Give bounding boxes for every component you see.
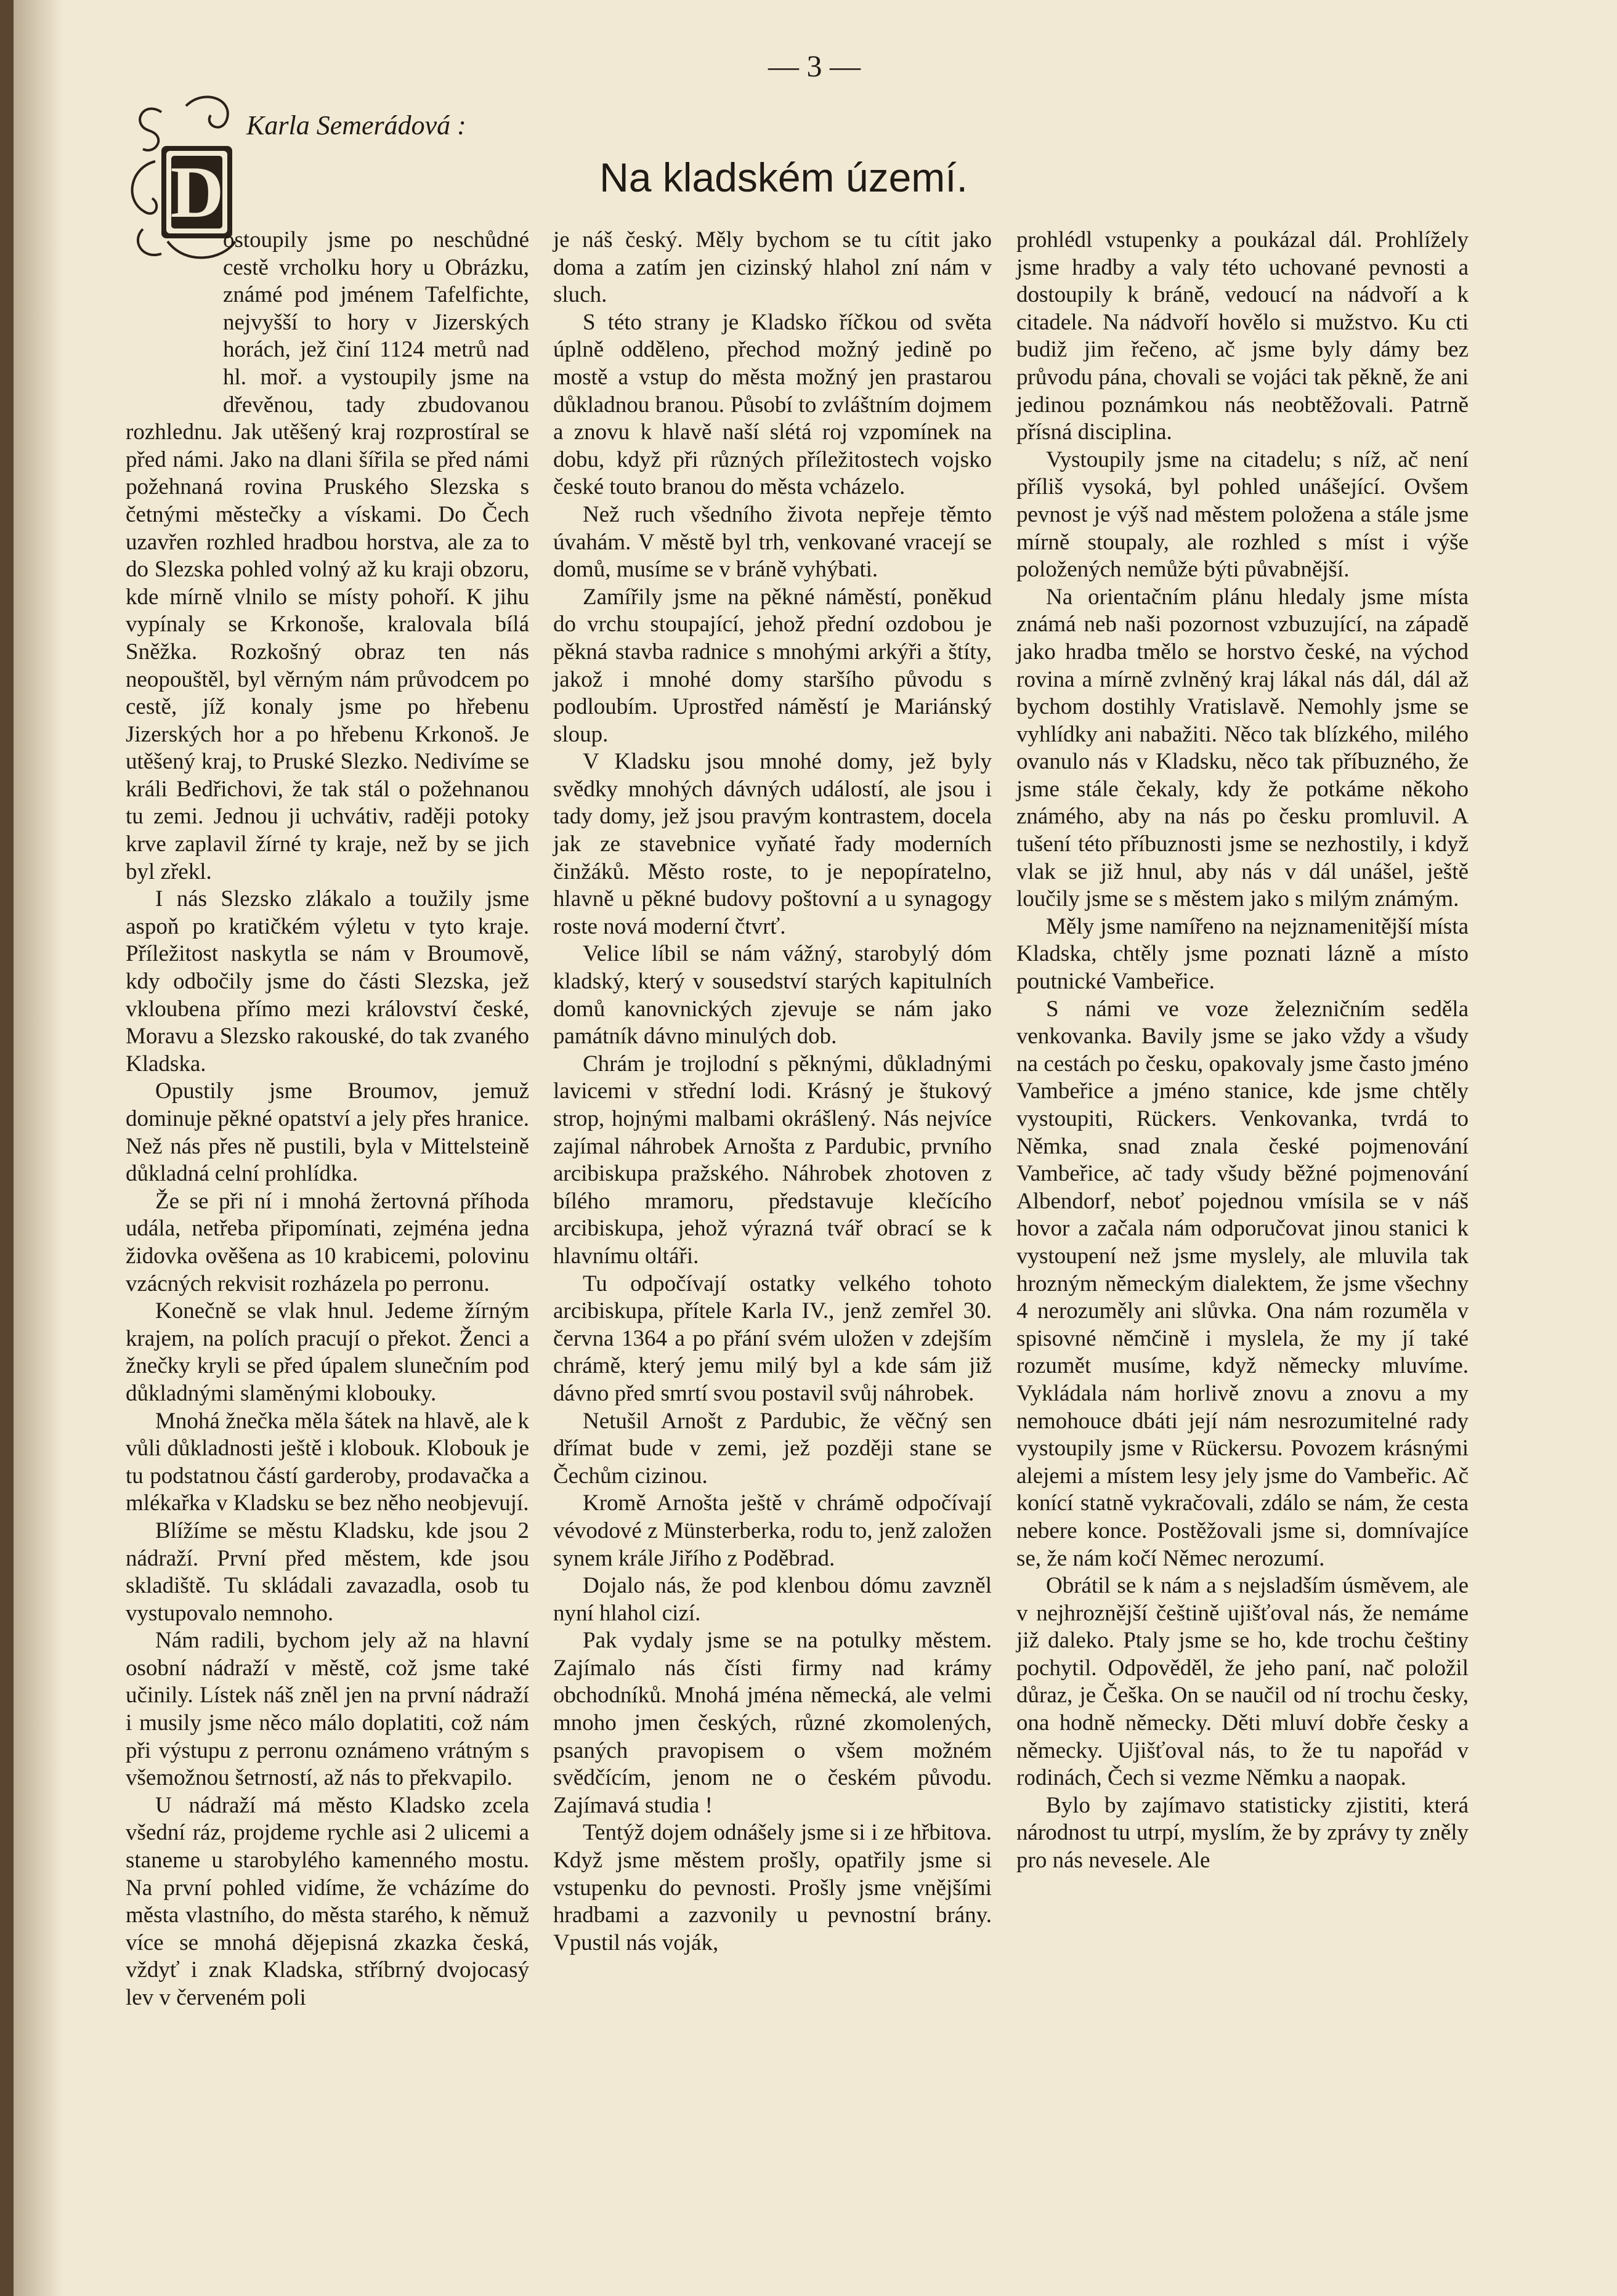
text-column-1 [126, 227, 529, 2012]
paragraph: Měly jsme namířeno na nejznamenitější místa Kladska, chtěly jsme poznati lázně a místo poutnické Vambeřice. [1016, 913, 1469, 995]
paragraph: Tentýž dojem odnášely jsme si i ze hřbitova. Když jsme městem prošly, opatřily jsme si vstupenku do pevnosti. Prošly jsme vnějšími hradbami a zazvonily u pevnostní brány. Vpustil nás voják, [553, 1820, 992, 1955]
text-column-2 [553, 227, 992, 1957]
initial-letter: D [170, 151, 224, 233]
paragraph: Obrátil se k nám a s nejsladším úsměvem, ale v nejhroznější češtině ujišťoval nás, že nemáme již daleko. Ptaly jsme se ho, kde trochu češtiny pochytil. Odpověděl, že jeho paní, nač položil důraz, je Češka. On se naučil od ní trochu česky, ona hodně německy. Děti mluví dobře česky a německy. Ujišťoval nás, to že tu napořád v rodinách, Čech si vezme Němku a naopak. [1016, 1573, 1469, 1791]
paragraph: S námi ve voze železničním seděla venkovanka. Bavily jsme se jako vždy a všudy na cestách po česku, opakovaly jsme často jméno Vambeřice a jméno stanice, kde jsme chtěly vystoupiti, Rückers. Venkovanka, tvrdá to Němka, snad znala české pojmenování Vambeřice, ač tady všudy běžné pojmenování Albendorf, neboť pojednou vmísila se v náš hovor a začala nám odporučovat jinou stanici k vystoupení než jsme myslely, ale mluvila tak hrozným německým dialektem, že jsme všechny 4 nerozuměly ani slůvka. Ona nám rozuměla v spisovné němčině i myslela, že my jí také rozumět musíme, když německy mluvíme. Vykládala nám horlivě znovu a znovu a my nemohouce dbáti její nám nesrozumitelné rady vystoupily jsme v Rückersu. Povozem krásnými alejemi a místem lesy jely jsme do Vambeřic. Ač konící statně vykračovali, zdálo se nám, že cesta nebere konce. Postěžovali jsme si, domnívajíce se, že nám kočí Němec nerozumí. [1016, 996, 1469, 1571]
paragraph: V Kladsku jsou mnohé domy, jež byly svědky mnohých dávných událostí, ale jsou i tady domy, jež jsou pravým kontrastem, docela jak ze stavebnice vyňaté řady moderních činžáků. Město roste, to je nepopíratelno, hlavně u pěkné budovy poštovní a u synagogy roste nová moderní čtvrť. [553, 749, 992, 939]
paragraph: Tu odpočívají ostatky velkého tohoto arcibiskupa, přítele Karla IV., jenž zemřel 30. června 1364 a po přání svém uložen v zdejším chrámě, který jemu milý byl a kde sám již dávno před smrtí svou postavil svůj náhrobek. [553, 1271, 992, 1406]
paragraph: Nám radili, bychom jely až na hlavní osobní nádraží v městě, což jsme také učinily. Lístek náš zněl jen na první nádraží i musily jsme něco málo doplatiti, což nám při výstupu z perronu oznámeno vrátným s všemožnou šetrností, až nás to překvapilo. [126, 1628, 529, 1791]
paragraph: Že se při ní i mnohá žertovná příhoda udála, netřeba připomínati, zejména jedna židovka ověšena as 10 krabicemi, polovinu vzácných rekvisit rozházela po perronu. [126, 1188, 529, 1296]
paragraph: ostoupily jsme po neschůdné cestě vrcholku hory u Obrázku, známé pod jménem Tafelfichte, nejvyšší to hory v Jizerských horách, jež činí 1124 metrů nad hl. moř. a vystoupily jsme na dřevěnou, tady zbudovanou rozhlednu. Jak utěšený kraj rozprostíral se před námi. Jako na dlani šířila se před námi požehnaná rovina Pruského Slezska s četnými městečky a vískami. Do Čech uzavřen rozhled hradbou horstva, ale za to do Slezska pohled volný až ku kraji obzoru, kde mírně vlnilo se místy pohoří. K jihu vypínaly se Krkonoše, kralovala bílá Sněžka. Rozkošný obraz ten nás neopouštěl, byl věrným nám průvodcem po cestě, jíž konaly jsme po hřebenu Jizerských hor a po hřebenu Krkonoš. Je utěšený kraj, to Pruské Slezko. Nedivíme se králi Bedřichovi, že tak stál o požehnanou tu zemi. Jednou ji uchvátiv, raději potoky krve zaplavil žírné ty kraje, než by se jich byl zřekl. [126, 227, 529, 884]
paragraph: prohlédl vstupenky a poukázal dál. Prohlížely jsme hradby a valy této uchované pevnosti a dostoupily k bráně, vedoucí na nádvoří a k citadele. Na nádvoří hovělo si mužstvo. Ku cti budiž jim řečeno, ač jsme byly dámy bez průvodu pána, chovali se vojáci tak pěkně, že ani jedinou poznámkou nás neobtěžovali. Patrně přísná disciplina. [1016, 227, 1469, 445]
paragraph: Opustily jsme Broumov, jemuž dominuje pěkné opatství a jely přes hranice. Než nás přes ně pustili, byla v Mittelsteině důkladná celní prohlídka. [126, 1078, 529, 1187]
paragraph: I nás Slezsko zlákalo a toužily jsme aspoň po kratičkém výletu v tyto kraje. Příležitost naskytla se nám v Broumově, kdy odbočily jsme do části Slezska, jež vkloubena přímo mezi království české, Moravu a Slezsko rakouské, do tak zvaného Kladska. [126, 886, 529, 1077]
newspaper-page [14, 0, 1617, 2296]
paragraph: Kromě Arnošta ještě v chrámě odpočívají vévodové z Münsterberka, rodu to, jenž založen synem krále Jiřího z Poděbrad. [553, 1490, 992, 1571]
paragraph: Vystoupily jsme na citadelu; s níž, ač není příliš vysoká, byl pohled unášející. Ovšem pevnost je výš nad městem položena a stále jsme mírně stoupaly, ale rozhled s míst i výše položených nemůže býti půvabnější. [1016, 447, 1469, 583]
paragraph: Zamířily jsme na pěkné náměstí, poněkud do vrchu stoupající, jehož přední ozdobou je pěkná stavba radnice s mnohými arkýři a štíty, jakož i mnohé domy staršího původu s podloubím. Uprostřed náměstí je Mariánský sloup. [553, 584, 992, 747]
paragraph: Netušil Arnošt z Pardubic, že věčný sen dřímat bude v zemi, jež později stane se Čechům cizinou. [553, 1408, 992, 1489]
text-column-3 [1016, 227, 1469, 1875]
paragraph: je náš český. Měly bychom se tu cítit jako doma a zatím jen cizinský hlahol zní nám v sluch. [553, 227, 992, 308]
paragraph: Než ruch všedního života nepřeje těmto úvahám. V městě byl trh, venkované vracejí se domů, musíme se v bráně vyhýbati. [553, 501, 992, 583]
paragraph: Na orientačním plánu hledaly jsme místa známá neb naši pozornost vzbuzující, na západě jako hradba tmělo se horstvo české, na východ rovina a mírně zvlněný kraj lákal nás dál, dál až bychom dostihly Vratislavě. Nemohly jsme se vyhlídky ani nabažiti. Něco tak blízkého, milého ovanulo nás v Kladsku, něco tak příbuzného, že jsme stále čekaly, kdy že potkáme někoho známého, aby na nás po česku promluvil. A tušení této příbuznosti jsme se nezhostily, i když vlak se již hnul, aby nás v dál unášel, ještě loučily jsme se s městem jako s milým známým. [1016, 584, 1469, 912]
page-number: — 3 — [768, 49, 861, 83]
paragraph: Bylo by zajímavo statisticky zjistiti, která národnost tu utrpí, myslím, že by zprávy ty zněly pro nás nevesele. Ale [1016, 1792, 1469, 1874]
author-byline: Karla Semerádová : [246, 110, 466, 140]
article-title: Na kladském území. [599, 155, 968, 200]
paragraph: Pak vydaly jsme se na potulky městem. Zajímalo nás čísti firmy nad krámy obchodníků. Mnohá jména německá, ale velmi mnoho jmen českých, různé zkomolených, psaných pravopisem o všem možném svědčícím, jenom ne o českém původu. Zajímavá studia ! [553, 1628, 992, 1818]
paragraph: Konečně se vlak hnul. Jedeme žírným krajem, na polích pracují o překot. Ženci a žnečky kryli se před úpalem slunečním pod důkladnými slaměnými klobouky. [126, 1298, 529, 1406]
paragraph: Blížíme se městu Kladsku, kde jsou 2 nádraží. První před městem, kde jsou skladiště. Tu skládali zavazadla, osob tu vystupovalo nemnoho. [126, 1518, 529, 1626]
paragraph: Chrám je trojlodní s pěknými, důkladnými lavicemi v střední lodi. Krásný je štukový strop, hojnými malbami okrášlený. Nás nejvíce zajímal náhrobek Arnošta z Pardubic, prvního arcibiskupa pražského. Náhrobek zhotoven z bílého mramoru, představuje klečícího arcibiskupa, jehož výrazná tvář obrací se k hlavnímu oltáři. [553, 1051, 992, 1269]
paragraph: Velice líbil se nám vážný, starobylý dóm kladský, který v sousedství starých kapitulních domů kanovnických zjevuje se nám jako památník dávno minulých dob. [553, 941, 992, 1049]
paragraph: Dojalo nás, že pod klenbou dómu zavzněl nyní hlahol cizí. [553, 1573, 992, 1626]
paragraph: Mnohá žnečka měla šátek na hlavě, ale k vůli důkladnosti ještě i klobouk. Klobouk je tu podstatnou částí garderoby, prodavačka a mlékařka v Kladsku se bez něho neobjevují. [126, 1408, 529, 1516]
paragraph: U nádraží má město Kladsko zcela všední ráz, projdeme rychle asi 2 ulicemi a staneme u starobylého kamenného mostu. Na první pohled vidíme, že vcházíme do města vlastního, do města starého, k němuž více se mnohá dějepisná zkazka česká, vždyť i znak Kladska, stříbrný dvojocasý lev v červeném poli [126, 1792, 529, 2010]
paragraph: S této strany je Kladsko říčkou od světa úplně odděleno, přechod možný jedině po mostě a vstup do města možný jen prastarou důkladnou branou. Působí to zvláštním dojmem a znovu k hlavě naší slétá roj vzpomínek na dobu, když při různých příležitostech vojsko české touto branou do města vcházelo. [553, 309, 992, 500]
